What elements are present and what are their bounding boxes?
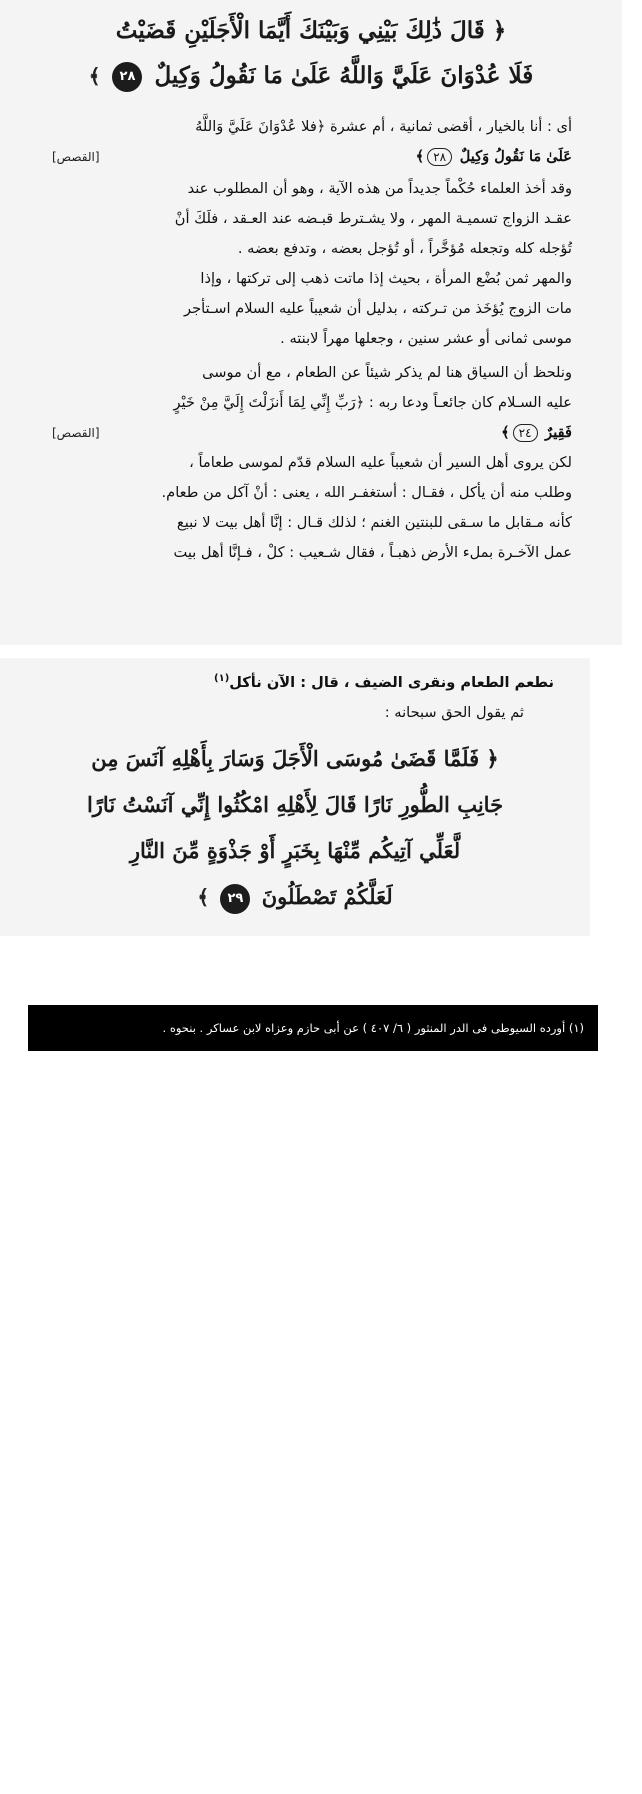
text-line: لكن يروى أهل السير أن شعيباً عليه السلام قدّم لموسى طعاماً ،: [189, 454, 572, 471]
intro-line: ثم يقول الحق سبحانه :: [384, 703, 524, 721]
paragraph-1: [52, 112, 572, 172]
quote-end: فَقِيرٌ ٢٤﴾: [501, 424, 572, 441]
verse-close-ornament: ﴾: [88, 64, 101, 88]
quote-text: عَلَىٰ مَا نَقُولُ وَكِيلٌ: [459, 148, 572, 165]
surah-reference: [القصص]: [52, 150, 100, 164]
verse-line: لَّعَلِّي آتِيكُم مِّنْهَا بِخَبَرٍ أَوْ جَذْوَةٍ مِّنَ النَّارِ: [129, 838, 461, 863]
text-line: والمهر ثمن بُضْع المرأة ، بحيث إذا ماتت ذهب إلى تركتها ، وإذا: [200, 270, 572, 287]
paragraph-2: [52, 174, 572, 264]
text-line: كأنه مـقابل ما سـقى للبنتين الغنم ؛ لذلك قـال : إنَّا أهل بيت لا نبيع: [176, 514, 572, 531]
text-line: عليه السـلام كان جائعـاً ودعا ربه : ﴿رَبِّ إِنِّي لِمَا أَنزَلْتَ إِلَيَّ مِنْ خَيْرٍ: [173, 394, 572, 411]
surah-reference: [القصص]: [52, 426, 100, 440]
text-line: عقـد الزواج تسميـة المهر ، ولا يشـترط قبـضه عند العـقد ، فلَكَ أنْ: [174, 210, 572, 227]
verse-close-ornament: ﴾: [197, 885, 210, 909]
page-panel-middle: [0, 658, 590, 936]
footnote-marker: (١): [214, 673, 230, 684]
verse-number-badge: ٢٩: [220, 884, 250, 914]
text-line: تُؤجله كله وتجعله مُؤخَّراً ، أو تُؤجل بعضه ، وتدفع بعضه .: [237, 240, 572, 257]
footnote-bar: (١) أورده السيوطى فى الدر المنثور ( ٦/ ٤٠٧ ) عن أبى حازم وعزاه لابن عساكر . بنحوه .: [28, 1005, 598, 1051]
text-line: ونلحظ أن السياق هنا لم يذكر شيئاً عن الطعام ، مع أن موسى: [202, 364, 572, 381]
verse-block-29: [20, 736, 570, 920]
verse-ref-number: ٢٨: [427, 148, 452, 166]
continuation-text: [34, 664, 554, 728]
verse-block-28: [30, 8, 592, 98]
text-line: موسى ثمانى أو عشر سنين ، وجعلها مهراً لابنته .: [280, 330, 572, 347]
quote-text: فَقِيرٌ: [545, 424, 572, 441]
verse-line: ﴿ فَلَمَّا قَضَىٰ مُوسَى الْأَجَلَ وَسَارَ بِأَهْلِهِ آنَسَ مِن: [91, 746, 499, 771]
text-line: [34, 664, 554, 698]
text-line: أى : أنا بالخيار ، أقضى ثمانية ، أم عشرة ﴿فلا عُدْوَانَ عَلَيَّ وَاللَّهُ: [195, 118, 572, 135]
verse-line-2: فَلَا عُدْوَانَ عَلَيَّ وَاللَّهُ عَلَىٰ مَا نَقُولُ وَكِيلٌ: [154, 62, 534, 89]
text-line: عمل الآخـرة بملء الأرض ذهبـاً ، فقال شـعيب : كلْ ، فـإنَّا أهل بيت: [173, 544, 572, 561]
verse-line-last: لَعَلَّكُمْ تَصْطَلُونَ: [261, 884, 393, 909]
verse-line-1: ﴿ قَالَ ذَٰلِكَ بَيْنِي وَبَيْنَكَ أَيَّمَا الْأَجَلَيْنِ قَضَيْتُ: [115, 17, 507, 44]
body-text: [52, 112, 572, 568]
page-panel-top: [0, 0, 622, 645]
verse-line: جَانِبِ الطُّورِ نَارًا قَالَ لِأَهْلِهِ امْكُثُوا إِنِّي آنَسْتُ نَارًا: [86, 792, 504, 817]
paragraph-3: [52, 264, 572, 354]
verse-number-badge: ٢٨: [112, 62, 142, 92]
paragraph-4: [52, 358, 572, 448]
paragraph-5: [52, 448, 572, 568]
text-line: وقد أخذ العلماء حُكْماً جديداً من هذه الآية ، وهو أن المطلوب عند: [187, 180, 572, 197]
text-line-main: نطعم الطعام ونقرى الضيف ، قال : الآن نأكل: [229, 673, 554, 691]
text-line: وطلب منه أن يأكل ، فقـال : أستغفـر الله ، يعنى : أنْ آكل من طعام.: [161, 484, 572, 501]
verse-ref-number: ٢٤: [513, 424, 538, 442]
quote-end: عَلَىٰ مَا نَقُولُ وَكِيلٌ ٢٨﴾: [415, 148, 572, 165]
text-line: مات الزوج يُؤخَذ من تـركته ، بدليل أن شعيباً عليه السلام اسـتأجر: [184, 300, 572, 317]
